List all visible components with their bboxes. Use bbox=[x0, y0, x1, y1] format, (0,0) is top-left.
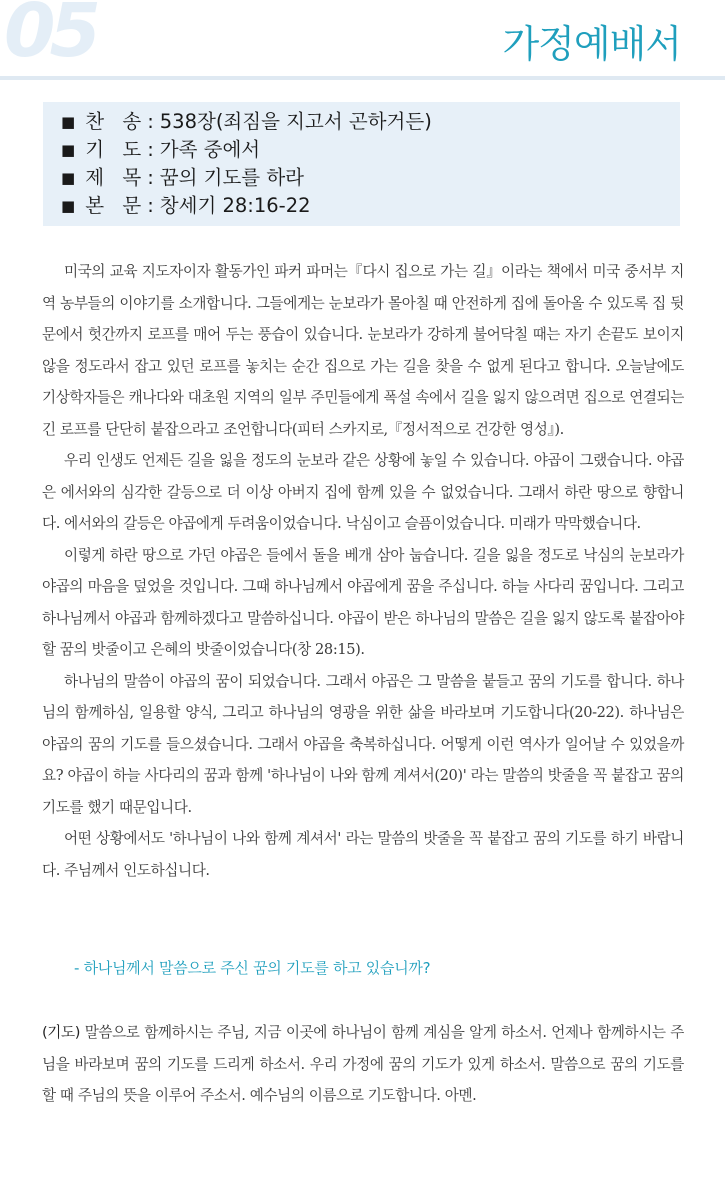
info-colon: : bbox=[147, 166, 154, 189]
sermon-paragraph: 미국의 교육 지도자이자 활동가인 파커 파머는『다시 집으로 가는 길』이라는 책에서 미국 중서부 지역 농부들의 이야기를 소개합니다. 그들에게는 눈보라가 몰아칠 때 안전하게 집에 돌아올 수 있도록 집 뒷문에서 헛간까지 로프를 매어 두는 풍습이 있습니다. 눈보라가 강하게 불어닥칠 때는 자기 손끝도 보이지 않을 정도라서 잡고 있던 로프를 놓치는 순간 집으로 가는 길을 찾을 수 없게 된다고 합니다. 오늘날에도 기상학자들은 캐나다와 대초원 지역의 일부 주민들에게 폭설 속에서 길을 잃지 않으려면 집으로 연결되는 긴 로프를 단단히 붙잡으라고 조언합니다(피터 스카지로,『정서적으로 건강한 영성』). bbox=[42, 263, 684, 438]
info-value: 가족 중에서 bbox=[159, 138, 261, 161]
info-value: 538장(죄짐을 지고서 곤하거든) bbox=[159, 110, 432, 133]
info-row-scripture bbox=[61, 192, 680, 220]
sermon-paragraph: 어떤 상황에서도 '하나님이 나와 함께 계셔서' 라는 말씀의 밧줄을 꼭 붙잡고 꿈의 기도를 하기 바랍니다. 주님께서 인도하십니다. bbox=[42, 830, 684, 879]
prayer-label: (기도) bbox=[42, 1024, 80, 1041]
sermon-paragraph: 이렇게 하란 땅으로 가던 야곱은 들에서 돌을 베개 삼아 눕습니다. 길을 잃을 정도로 낙심의 눈보라가 야곱의 마음을 덮었을 것입니다. 그때 하나님께서 야곱에게 꿈을 주십니다. 하늘 사다리 꿈입니다. 그리고 하나님께서 야곱과 함께하겠다고 말씀하십니다. 야곱이 받은 하나님의 말씀은 길을 잃지 않도록 붙잡아야 할 꿈의 밧줄이고 은혜의 밧줄이었습니다(창 28:15). bbox=[42, 546, 684, 658]
info-colon: : bbox=[147, 110, 154, 133]
closing-prayer bbox=[42, 1017, 684, 1112]
square-bullet-icon: ■ bbox=[61, 113, 76, 131]
info-row-prayer bbox=[61, 136, 680, 164]
square-bullet-icon: ■ bbox=[61, 197, 76, 215]
info-colon: : bbox=[147, 138, 154, 161]
sermon-paragraph: 우리 인생도 언제든 길을 잃을 정도의 눈보라 같은 상황에 놓일 수 있습니다. 야곱이 그랬습니다. 야곱은 에서와의 심각한 갈등으로 더 이상 아버지 집에 함께 있을 수 없었습니다. 그래서 하란 땅으로 향합니다. 에서와의 갈등은 야곱에게 두려움이었습니다. 낙심이고 슬픔이었습니다. 미래가 막막했습니다. bbox=[42, 452, 684, 532]
info-label: 찬 송 bbox=[85, 110, 142, 133]
sermon-body bbox=[42, 256, 684, 886]
square-bullet-icon: ■ bbox=[61, 141, 76, 159]
info-row-title bbox=[61, 164, 680, 192]
info-label: 본 문 bbox=[85, 194, 142, 217]
worship-info-box bbox=[43, 102, 680, 226]
info-label: 기 도 bbox=[85, 138, 142, 161]
info-value: 창세기 28:16-22 bbox=[159, 194, 311, 217]
reflection-question: - 하나님께서 말씀으로 주신 꿈의 기도를 하고 있습니까? bbox=[74, 959, 431, 977]
title-divider bbox=[0, 76, 725, 80]
info-row-hymn bbox=[61, 108, 680, 136]
section-title: 가정예배서 bbox=[502, 22, 681, 66]
sermon-paragraph: 하나님의 말씀이 야곱의 꿈이 되었습니다. 그래서 야곱은 그 말씀을 붙들고 꿈의 기도를 합니다. 하나님의 함께하심, 일용할 양식, 그리고 하나님의 영광을 위한 삶을 바라보며 기도합니다(20-22). 하나님은 야곱의 꿈의 기도를 들으셨습니다. 그래서 야곱을 축복하십니다. 어떻게 이런 역사가 일어날 수 있었을까요? 야곱이 하늘 사다리의 꿈과 함께 '하나님이 나와 함께 계셔서(20)' 라는 말씀의 밧줄을 꼭 붙잡고 꿈의 기도를 했기 때문입니다. bbox=[42, 672, 684, 816]
info-value: 꿈의 기도를 하라 bbox=[159, 166, 305, 189]
info-colon: : bbox=[147, 194, 154, 217]
info-label: 제 목 bbox=[85, 166, 142, 189]
square-bullet-icon: ■ bbox=[61, 169, 76, 187]
prayer-text: 말씀으로 함께하시는 주님, 지금 이곳에 하나님이 함께 계심을 알게 하소서. 언제나 함께하시는 주님을 바라보며 꿈의 기도를 드리게 하소서. 우리 가정에 꿈의 기도가 있게 하소서. 말씀으로 꿈의 기도를 할 때 주님의 뜻을 이루어 주소서. 예수님의 이름으로 기도합니다. 아멘. bbox=[42, 1024, 684, 1104]
page-number: 05 bbox=[4, 0, 95, 74]
